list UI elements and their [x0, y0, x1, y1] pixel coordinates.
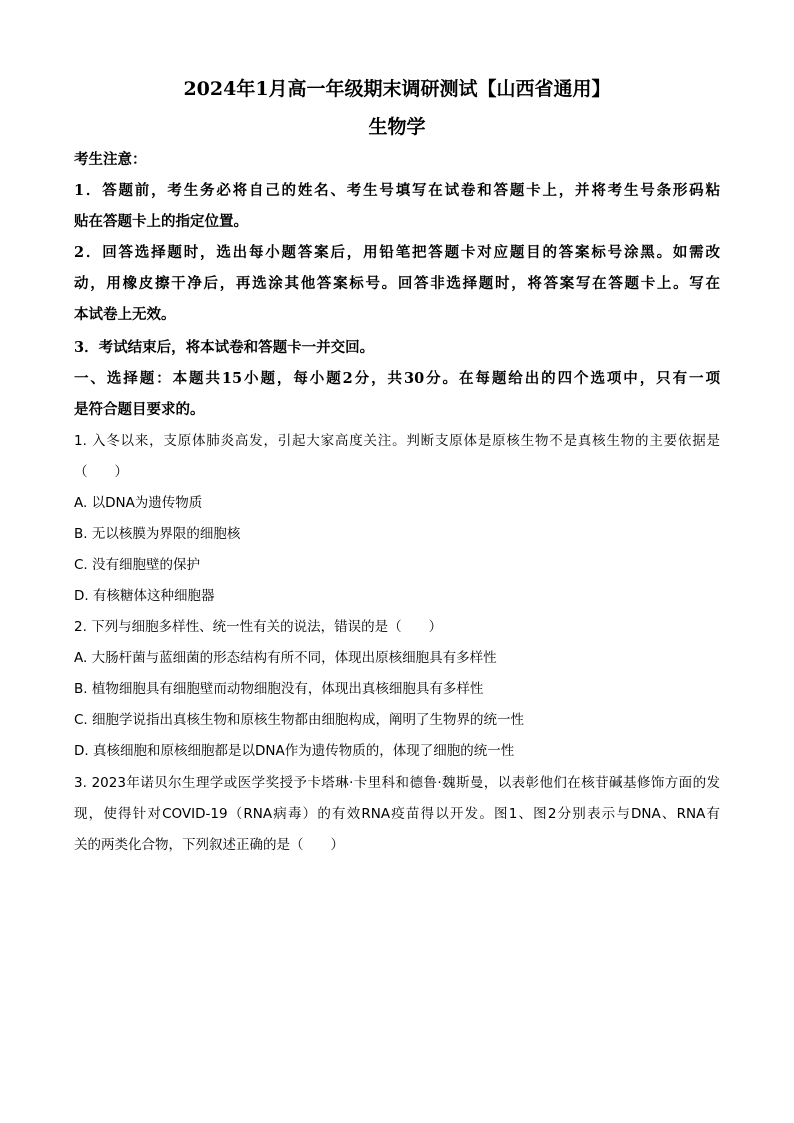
notice-item-2-line-1: 2．回答选择题时，选出每小题答案后，用铅笔把答题卡对应题目的答案标号涂黑。如需改	[74, 244, 720, 261]
q2-option-a: A. 大肠杆菌与蓝细菌的形态结构有所不同，体现出原核细胞具有多样性	[74, 650, 497, 666]
q3-stem-line-1: 3. 2023年诺贝尔生理学或医学奖授予卡塔琳·卡里科和德鲁·魏斯曼，以表彰他们在核苷碱基修饰方面的发	[74, 775, 720, 791]
q3-stem-line-3: 关的两类化合物，下列叙述正确的是（ ）	[74, 837, 344, 853]
subject-title: 生物学	[368, 116, 426, 138]
q2-option-b: B. 植物细胞具有细胞壁而动物细胞没有，体现出真核细胞具有多样性	[74, 681, 484, 697]
q1-option-a: A. 以DNA为遗传物质	[74, 495, 203, 511]
q3-stem-line-2: 现，使得针对COVID-19（RNA病毒）的有效RNA疫苗得以开发。图1、图2分别表示与DNA、RNA有	[74, 806, 720, 822]
q1-option-d: D. 有核糖体这种细胞器	[74, 588, 215, 604]
q1-option-c: C. 没有细胞壁的保护	[74, 557, 201, 573]
notice-item-1-line-2: 贴在答题卡上的指定位置。	[74, 213, 248, 230]
q2-option-c: C. 细胞学说指出真核生物和原核生物都由细胞构成，阐明了生物界的统一性	[74, 712, 525, 728]
section-heading-line-2: 是符合题目要求的。	[74, 401, 205, 418]
notice-item-2-line-2: 动，用橡皮擦干净后，再选涂其他答案标号。回答非选择题时，将答案写在答题卡上。写在	[74, 275, 720, 292]
notice-item-3: 3．考试结束后，将本试卷和答题卡一并交回。	[74, 339, 375, 356]
q2-option-d: D. 真核细胞和原核细胞都是以DNA作为遗传物质的，体现了细胞的统一性	[74, 743, 515, 759]
notice-item-1-line-1: 1．答题前，考生务必将自己的姓名、考生号填写在试卷和答题卡上，并将考生号条形码粘	[74, 182, 720, 199]
q2-stem: 2. 下列与细胞多样性、统一性有关的说法，错误的是（ ）	[74, 619, 443, 635]
q1-stem-line-2: （ ）	[74, 464, 128, 480]
q1-option-b: B. 无以核膜为界限的细胞核	[74, 526, 241, 542]
section-heading-line-1: 一、选择题：本题共15小题，每小题2分，共30分。在每题给出的四个选项中，只有一项	[74, 370, 720, 387]
notice-heading: 考生注意：	[74, 151, 147, 168]
exam-title: 2024年1月高一年级期末调研测试【山西省通用】	[183, 78, 611, 100]
notice-item-2-line-3: 本试卷上无效。	[74, 306, 176, 323]
q1-stem-line-1: 1. 入冬以来，支原体肺炎高发，引起大家高度关注。判断支原体是原核生物不是真核生物的主要依据是	[74, 433, 720, 449]
